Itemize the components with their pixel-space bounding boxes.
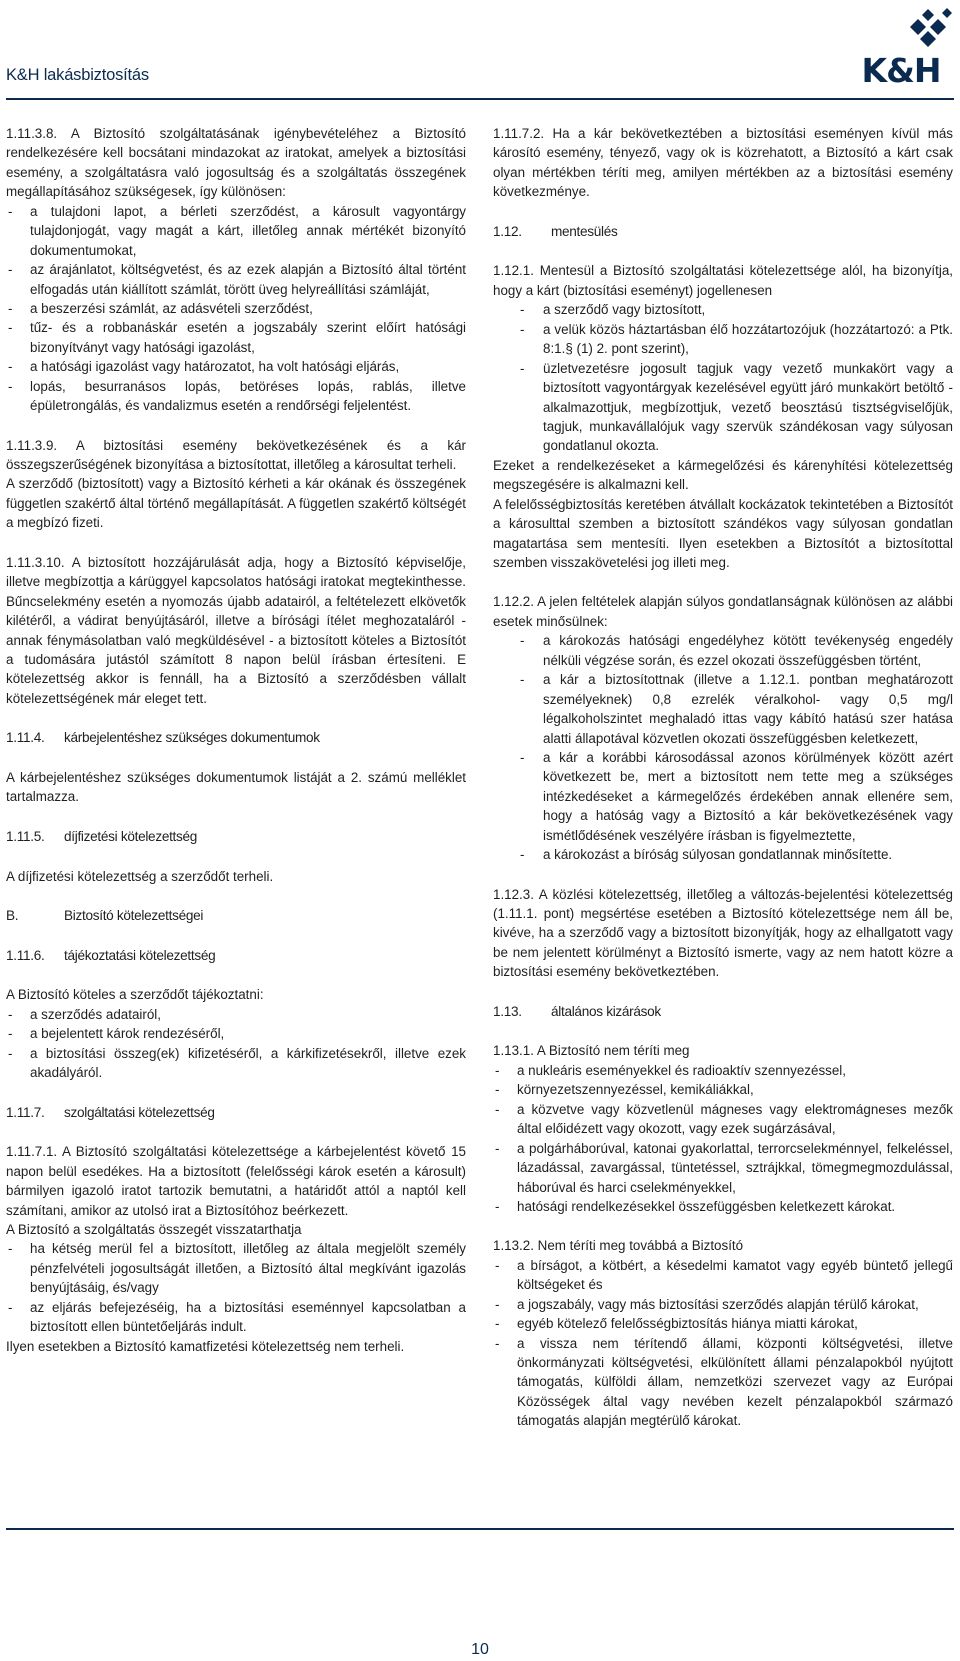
section-heading-1-13: 1.13. általános kizárások xyxy=(493,1003,661,1019)
list-item: - a közvetve vagy közvetlenül mágneses vagy elektromágneses mezők által előidézett vagy okozott, vagy ezek sugárzásával, xyxy=(493,1100,953,1139)
section-heading-1-11-7: 1.11.7. szolgáltatási kötelezettség xyxy=(6,1104,215,1120)
list-item: - a kár a korábbi károsodással azonos körülmények között azért következett be, mert a biztosított nem tette meg a szükséges intézkedéseket a kármegelőzés érdekében annak ellenére sem, hogy a hatóság vagy a Biztosító a kár bekövetkezésének vagy ismétlődésének veszélyére írásban is figyelmeztette, xyxy=(493,748,953,845)
list-item: - a vissza nem térítendő állami, központi költségvetési, illetve önkormányzati költségvetési, elkülönített állami pénzalapokból nyújtott támogatás, külföldi állam, nemzetközi szervezet vagy az Európai Közösségek által vagy nevében kezelt pénzalapokból származó támogatás alapján megtérülő károkat. xyxy=(493,1334,953,1431)
paragraph-1-11-7-1: 1.11.7.1. A Biztosító szolgáltatási kötelezettsége a kárbejelentést követő 15 napon belül esedékes. Ha a biztosított (felelősségi károk esetén a károsult) bármilyen igazoló iratot tartozik bemutatni, a határidőt attól a naptól kell számítani, amikor az utolsó irat a Biztosítóhoz beérkezett. xyxy=(6,1144,466,1218)
paragraph-1-11-3-10: 1.11.3.10. A biztosított hozzájárulását adja, hogy a Biztosító képviselője, illetve megbízottja a kárüggyel kapcsolatos hatósági iratokat megtekinthesse. Bűncselekmény esetén a nyomozás újabb adatairól, a feltételezett elkövetők kilétéről, a vádirat benyújtásáról, illetve a bírósági ítélet meghozataláról - annak fénymásolatban való megküldésével - a biztosított köteles a Biztosítót a tudomására jutástól számított 8 napon belül írásban értesíteni. E kötelezettség akkor is fennáll, ha a Biztosító a szerződésben vállalt kötelezettségének már eleget tett. xyxy=(6,554,466,706)
list-gross-negligence xyxy=(493,631,953,864)
list-further-exclusions xyxy=(493,1256,953,1431)
kh-logo-icon xyxy=(848,5,954,87)
paragraph-1-11-5: A díjfizetési kötelezettség a szerződőt terheli. xyxy=(6,868,274,884)
list-item: - tűz- és a robbanáskár esetén a jogszabály szerint előírt hatósági bizonyítványt vagy hatósági igazolást, xyxy=(6,318,466,357)
list-item: - környezetszennyezéssel, kemikáliákkal, xyxy=(493,1080,953,1099)
document-title: K&H lakásbiztosítás xyxy=(6,66,149,84)
list-item: - a károkozást a bíróság súlyosan gondatlannak minősítette. xyxy=(493,845,953,864)
page-number: 10 xyxy=(471,1641,489,1658)
list-item: - ha kétség merül fel a biztosított, illetőleg az általa megjelölt személy pénzfelvételi jogosultságát illetően, a Biztosító által megkívánt igazolás benyújtásáig, és/vagy xyxy=(6,1239,466,1297)
list-item: - az árajánlatot, költségvetést, és az ezek alapján a Biztosító által történt elfogadás után kiállított számlát, törött üveg helyreállítási számláját, xyxy=(6,260,466,299)
list-item: - a tulajdoni lapot, a bérleti szerződést, a károsult vagyontárgy tulajdonjogát, vagy magát a kárt, illetőleg annak mértékét bizonyító dokumentumokat, xyxy=(6,202,466,260)
list-item: - hatósági rendelkezésekkel összefüggésben keletkezett károkat. xyxy=(493,1197,953,1216)
left-column xyxy=(6,124,466,1356)
list-item: - a hatósági igazolást vagy határozatot, ha volt hatósági eljárás, xyxy=(6,357,466,376)
list-item: - a polgárháborúval, katonai gyakorlattal, terrorcselekménnyel, felkeléssel, lázadással, zavargással, tüntetéssel, sztrájkkal, tömegmegmozdulással, háborúval és harci cselekményekkel, xyxy=(493,1139,953,1197)
right-column xyxy=(493,124,953,1431)
list-withholding-cases xyxy=(6,1239,466,1336)
section-heading-1-11-5: 1.11.5. díjfizetési kötelezettség xyxy=(6,828,198,844)
list-item: - a bejelentett károk rendezéséről, xyxy=(6,1024,466,1043)
paragraph-1-11-4: A kárbejelentéshez szükséges dokumentumok listáját a 2. számú melléklet tartalmazza. xyxy=(6,769,466,805)
list-item: - lopás, besurranásos lopás, betöréses lopás, rablás, illetve épületrongálás, és vandalizmus esetén a rendőrségi feljelentést. xyxy=(6,377,466,416)
list-item: - egyéb kötelező felelősségbiztosítás hiánya miatti károkat, xyxy=(493,1314,953,1333)
section-heading-b: B. Biztosító kötelezettségei xyxy=(6,907,204,923)
list-item: - a nukleáris eseményekkel és radioaktív szennyezéssel, xyxy=(493,1061,953,1080)
section-heading-1-11-4: 1.11.4. kárbejelentéshez szükséges dokumentumok xyxy=(6,730,320,746)
list-exempt-persons xyxy=(493,300,953,456)
paragraph-1-11-7-1-withhold: A Biztosító a szolgáltatás összegét visszatarthatja xyxy=(6,1222,302,1238)
paragraph-1-11-7-2: 1.11.7.2. Ha a kár bekövetkeztében a biztosítási eseményen kívül más károsító esemény, tényező, vagy ok is közrehatott, a Biztosító a kárt csak olyan mértékben téríti meg, amilyen mértékben az a biztosítási esemény következménye. xyxy=(493,126,953,200)
list-item: - a szerződő vagy biztosított, xyxy=(493,300,953,319)
list-item: - a jogszabály, vagy más biztosítási szerződés alapján térülő károkat, xyxy=(493,1295,953,1314)
list-item: - az eljárás befejezéséig, ha a biztosítási eseménnyel kapcsolatban a biztosított ellen büntetőeljárás indult. xyxy=(6,1298,466,1337)
section-heading-1-12: 1.12. mentesülés xyxy=(493,223,618,239)
paragraph-1-11-3-9-expert: A szerződő (biztosított) vagy a Biztosító kérheti a kár okának és összegének független szakértő által történő megállapítását. A független szakértő költségét a megbízó fizeti. xyxy=(6,476,466,531)
list-item: - a szerződés adatairól, xyxy=(6,1005,466,1024)
list-item: - a bírságot, a kötbért, a késedelmi kamatot vagy egyéb büntető jellegű költségeket és xyxy=(493,1256,953,1295)
list-item: - a károkozás hatósági engedélyhez kötött tevékenység engedély nélküli végzése során, és ezzel okozati összefüggésben történt, xyxy=(493,631,953,670)
list-required-documents xyxy=(6,202,466,416)
header-divider xyxy=(6,98,954,100)
list-item: - üzletvezetésre jogosult tagjuk vagy vezető munkakört vagy a biztosított vagyontárgyak kezelésével együtt járó munkakört betöltő - alkalmazottjuk, megbízottjuk, vezető beosztású tisztségviselőjük, tagjuk, munkavállalójuk vagy szervük szándékosan vagy súlyosan gondatlanul okozta. xyxy=(493,359,953,456)
paragraph-1-13-1: 1.13.1. A Biztosító nem téríti meg xyxy=(493,1043,690,1059)
list-item: - a velük közös háztartásban élő hozzátartozójuk (hozzátartozó: a Ptk. 8:1.§ (1) 2. pont szerint), xyxy=(493,320,953,359)
list-information-duties xyxy=(6,1005,466,1083)
paragraph-1-13-2: 1.13.2. Nem téríti meg továbbá a Biztosító xyxy=(493,1238,744,1254)
paragraph-1-11-3-8: 1.11.3.8. A Biztosító szolgáltatásának igénybevételéhez a Biztosító rendelkezésére kell bocsátani mindazokat az iratokat, amelyek a biztosítási esemény, a szolgáltatásra való jogosultság és a szolgáltatás összegének megállapításához szükségesek, így különösen: xyxy=(6,126,466,200)
paragraph-1-12-1-liability: A felelősségbiztosítás keretében átvállalt kockázatok tekintetében a Biztosítót a károsulttal szemben a biztosított szándékos vagy súlyosan gondatlan magatartása sem mentesíti. Ilyen esetekben a Biztosítót a biztosítottal szemben visszakövetelési jog illeti meg. xyxy=(493,496,953,571)
list-item: - a biztosítási összeg(ek) kifizetéséről, a kárkifizetésekről, illetve ezek akadályáról. xyxy=(6,1044,466,1083)
list-item: - a beszerzési számlát, az adásvételi szerződést, xyxy=(6,299,466,318)
svg-text:K&H: K&H xyxy=(861,51,941,87)
paragraph-1-12-2: 1.12.2. A jelen feltételek alapján súlyos gondatlanságnak különösen az alábbi esetek minősülnek: xyxy=(493,594,953,629)
paragraph-1-12-3: 1.12.3. A közlési kötelezettség, illetőleg a változás-bejelentési kötelezettség (1.11.1. pont) megsértése esetében a Biztosító kötelezettsége nem áll be, kivéve, ha a szerződő vagy a biztosított bizonyítják, hogy az elhallgatott vagy be nem jelentett körülményt a Biztosító ismerte, vagy az nem hatott közre a biztosítási esemény bekövetkeztében. xyxy=(493,886,953,980)
paragraph-1-11-7-1-interest: Ilyen esetekben a Biztosító kamatfizetési kötelezettség nem terheli. xyxy=(6,1338,405,1354)
paragraph-1-11-3-9: 1.11.3.9. A biztosítási esemény bekövetkezésének és a kár összegszerűségének bizonyítása a biztosítottat, illetőleg a károsultat terheli. xyxy=(6,437,466,472)
list-item: - a kár a biztosítottnak (illetve a 1.12.1. pontban meghatározott személyeknek) 0,8 ezrelék véralkohol- vagy 0,5 mg/l légalkoholszintet meghaladó ittas vagy kábító hatású szer hatása alatti állapotával közvetlen okozati összefüggésben keletkezett, xyxy=(493,670,953,748)
paragraph-1-12-1-apply: Ezeket a rendelkezéseket a kármegelőzési és kárenyhítési kötelezettség megszegésére is alkalmazni kell. xyxy=(493,457,953,493)
paragraph-1-11-6: A Biztosító köteles a szerződőt tájékoztatni: xyxy=(6,987,264,1003)
paragraph-1-12-1: 1.12.1. Mentesül a Biztosító szolgáltatási kötelezettsége alól, ha bizonyítja, hogy a kárt (biztosítási eseményt) jogellenesen xyxy=(493,263,953,298)
section-heading-1-11-6: 1.11.6. tájékoztatási kötelezettség xyxy=(6,947,216,963)
list-general-exclusions xyxy=(493,1061,953,1217)
footer-divider xyxy=(6,1528,954,1530)
